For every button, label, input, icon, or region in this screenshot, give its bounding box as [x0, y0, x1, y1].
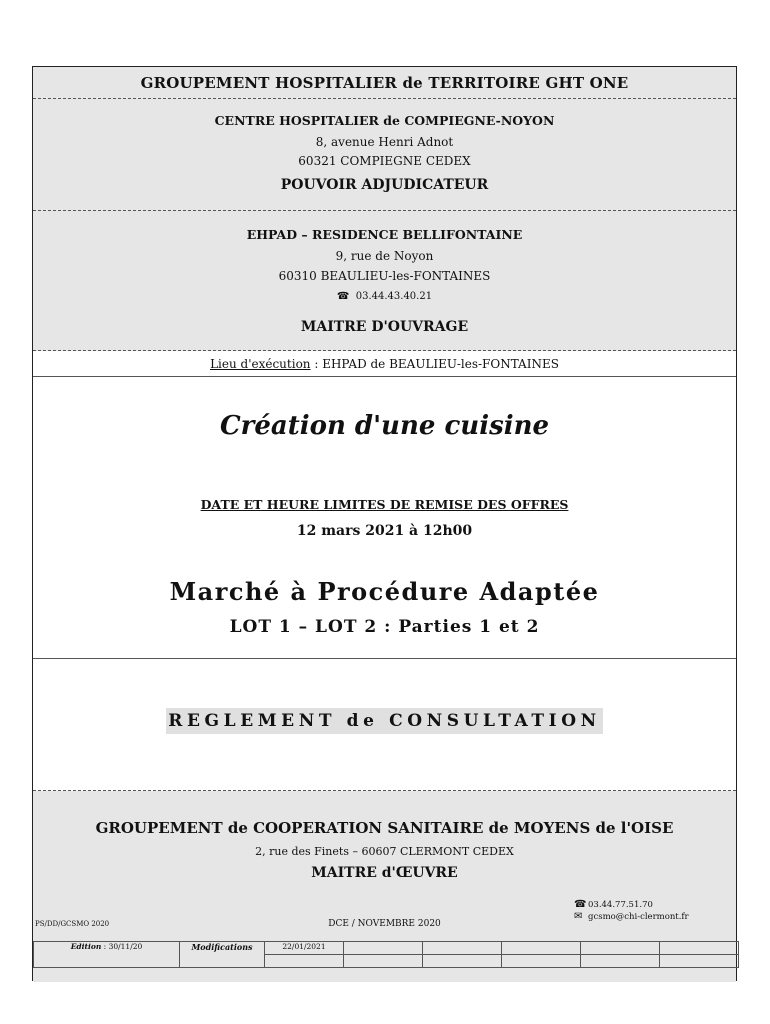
dce-date: DCE / NOVEMBRE 2020 — [328, 919, 441, 929]
modification-cell — [581, 955, 660, 968]
lieu-execution — [33, 351, 736, 377]
gcs-name: GROUPEMENT de COOPERATION SANITAIRE de MOYENS de l'OISE — [95, 819, 674, 837]
modification-cell — [502, 955, 581, 968]
lots-title: LOT 1 – LOT 2 : Parties 1 et 2 — [229, 617, 540, 637]
centre-name: CENTRE HOSPITALIER de COMPIEGNE-NOYON — [214, 113, 555, 128]
ehpad-block — [33, 211, 736, 351]
ehpad-phone-line — [33, 291, 736, 302]
modification-date: 22/01/2021 — [265, 942, 344, 955]
gcs-address: 2, rue des Finets – 60607 CLERMONT CEDEX — [255, 845, 514, 858]
maitre-oeuvre-label: MAITRE d'ŒUVRE — [311, 865, 458, 881]
modifications-label: Modifications — [180, 942, 265, 968]
project-title: Création d'une cuisine — [219, 411, 550, 441]
lieu-separator: : — [310, 357, 323, 371]
gcs-phone: 03.44.77.51.70 — [588, 900, 653, 910]
lieu-value: EHPAD de BEAULIEU-les-FONTAINES — [322, 357, 559, 371]
gcs-email[interactable]: gcsmo@chi-clermont.fr — [588, 912, 689, 922]
ght-header — [33, 67, 736, 99]
document-reference: PS/DD/GCSMO 2020 — [35, 920, 110, 928]
ehpad-name: EHPAD – RESIDENCE BELLIFONTAINE — [246, 227, 523, 242]
modification-cell — [502, 942, 581, 955]
edition-value: : 30/11/20 — [101, 942, 143, 951]
modification-cell — [660, 955, 739, 968]
modification-cell — [423, 942, 502, 955]
centre-hospitalier-block — [33, 99, 736, 211]
centre-address-street: 8, avenue Henri Adnot — [315, 135, 454, 149]
envelope-icon: ✉ — [574, 911, 583, 922]
modification-cell — [265, 955, 344, 968]
document-frame — [32, 66, 737, 981]
title-block — [33, 377, 736, 659]
ght-title: GROUPEMENT HOSPITALIER de TERRITOIRE GHT ONE — [140, 74, 629, 92]
pouvoir-adjudicateur-label: POUVOIR ADJUDICATEUR — [280, 177, 489, 193]
edition-table — [33, 941, 739, 968]
ehpad-address-street: 9, rue de Noyon — [335, 249, 434, 263]
ehpad-address-city: 60310 BEAULIEU-les-FONTAINES — [278, 269, 491, 283]
telephone-icon: ☎ — [574, 899, 587, 910]
modification-cell — [423, 955, 502, 968]
procedure-title: Marché à Procédure Adaptée — [169, 577, 600, 606]
maitre-ouvrage-label: MAITRE D'OUVRAGE — [300, 319, 469, 335]
lieu-label: Lieu d'exécution — [210, 357, 311, 371]
reglement-title: REGLEMENT de CONSULTATION — [166, 708, 603, 734]
modification-cell — [581, 942, 660, 955]
centre-address-city: 60321 COMPIEGNE CEDEX — [298, 154, 471, 168]
edition-cell — [34, 942, 180, 968]
telephone-icon: ☎ — [336, 291, 350, 302]
ehpad-phone: 03.44.43.40.21 — [355, 291, 433, 302]
gcs-block — [33, 791, 736, 982]
deadline-label: DATE ET HEURE LIMITES DE REMISE DES OFFRES — [200, 497, 569, 512]
edition-label: Edition — [70, 942, 102, 951]
modification-cell — [660, 942, 739, 955]
reglement-block — [33, 659, 736, 791]
deadline-date: 12 mars 2021 à 12h00 — [296, 523, 473, 539]
modification-cell — [344, 942, 423, 955]
modification-cell — [344, 955, 423, 968]
